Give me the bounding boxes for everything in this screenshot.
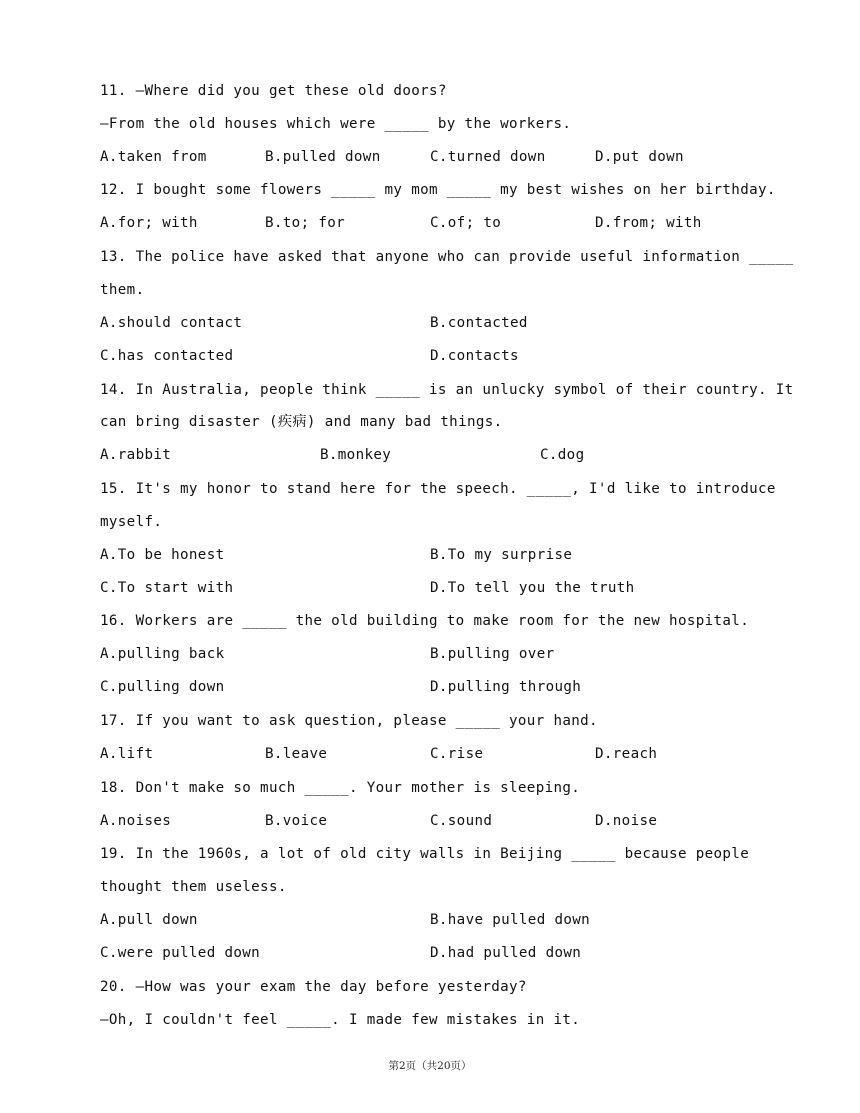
question-20-stem-line2: —Oh, I couldn't feel _____. I made few mistakes in it. — [100, 1012, 581, 1028]
question-12-stem: 12. I bought some flowers _____ my mom _____ my best wishes on her birthday. — [100, 182, 776, 198]
question-12-option-c: C.of; to — [430, 215, 502, 231]
question-17-option-d: D.reach — [595, 746, 658, 762]
question-15-option-d: D.To tell you the truth — [430, 580, 635, 596]
question-13-stem-line2: them. — [100, 282, 145, 298]
question-17-stem: 17. If you want to ask question, please _____ your hand. — [100, 713, 598, 729]
question-11-option-d: D.put down — [595, 149, 684, 165]
question-14-option-c: C.dog — [540, 447, 585, 463]
question-17-option-c: C.rise — [430, 746, 484, 762]
question-11-option-b: B.pulled down — [265, 149, 381, 165]
question-17-option-a: A.lift — [100, 746, 154, 762]
question-18-option-a: A.noises — [100, 813, 172, 829]
question-19-option-c: C.were pulled down — [100, 945, 261, 961]
question-13-option-c: C.has contacted — [100, 348, 234, 364]
question-14-option-b: B.monkey — [320, 447, 392, 463]
question-20-stem: 20. —How was your exam the day before yesterday? — [100, 979, 527, 995]
question-13-option-d: D.contacts — [430, 348, 519, 364]
question-11-option-a: A.taken from — [100, 149, 207, 165]
question-11-stem: 11. —Where did you get these old doors? — [100, 83, 447, 99]
question-14-stem-line2: can bring disaster (疾病) and many bad things. — [100, 414, 503, 430]
question-16-option-b: B.pulling over — [430, 646, 555, 662]
question-19-stem: 19. In the 1960s, a lot of old city walls in Beijing _____ because people — [100, 846, 750, 862]
question-11-option-c: C.turned down — [430, 149, 546, 165]
question-19-stem-line2: thought them useless. — [100, 879, 287, 895]
question-14-stem: 14. In Australia, people think _____ is an unlucky symbol of their country. It — [100, 382, 794, 398]
question-19-option-d: D.had pulled down — [430, 945, 582, 961]
question-12-option-a: A.for; with — [100, 215, 198, 231]
question-18-stem: 18. Don't make so much _____. Your mother is sleeping. — [100, 780, 581, 796]
question-15-option-c: C.To start with — [100, 580, 234, 596]
question-13-stem: 13. The police have asked that anyone who can provide useful information _____ — [100, 249, 794, 265]
question-18-option-d: D.noise — [595, 813, 658, 829]
question-16-option-a: A.pulling back — [100, 646, 225, 662]
question-17-option-b: B.leave — [265, 746, 328, 762]
question-12-option-d: D.from; with — [595, 215, 702, 231]
question-13-option-a: A.should contact — [100, 315, 243, 331]
question-16-option-d: D.pulling through — [430, 679, 582, 695]
question-16-option-c: C.pulling down — [100, 679, 225, 695]
question-12-option-b: B.to; for — [265, 215, 346, 231]
question-16-stem: 16. Workers are _____ the old building to make room for the new hospital. — [100, 613, 750, 629]
question-15-stem-line2: myself. — [100, 514, 163, 530]
question-19-option-a: A.pull down — [100, 912, 198, 928]
question-11-stem-line2: —From the old houses which were _____ by the workers. — [100, 116, 572, 132]
question-13-option-b: B.contacted — [430, 315, 528, 331]
question-18-option-b: B.voice — [265, 813, 328, 829]
question-14-option-a: A.rabbit — [100, 447, 172, 463]
question-19-option-b: B.have pulled down — [430, 912, 591, 928]
question-18-option-c: C.sound — [430, 813, 493, 829]
question-15-option-a: A.To be honest — [100, 547, 225, 563]
page-number-footer: 第2页（共20页） — [388, 1060, 472, 1072]
question-15-stem: 15. It's my honor to stand here for the speech. _____, I'd like to introduce — [100, 481, 776, 497]
question-15-option-b: B.To my surprise — [430, 547, 573, 563]
